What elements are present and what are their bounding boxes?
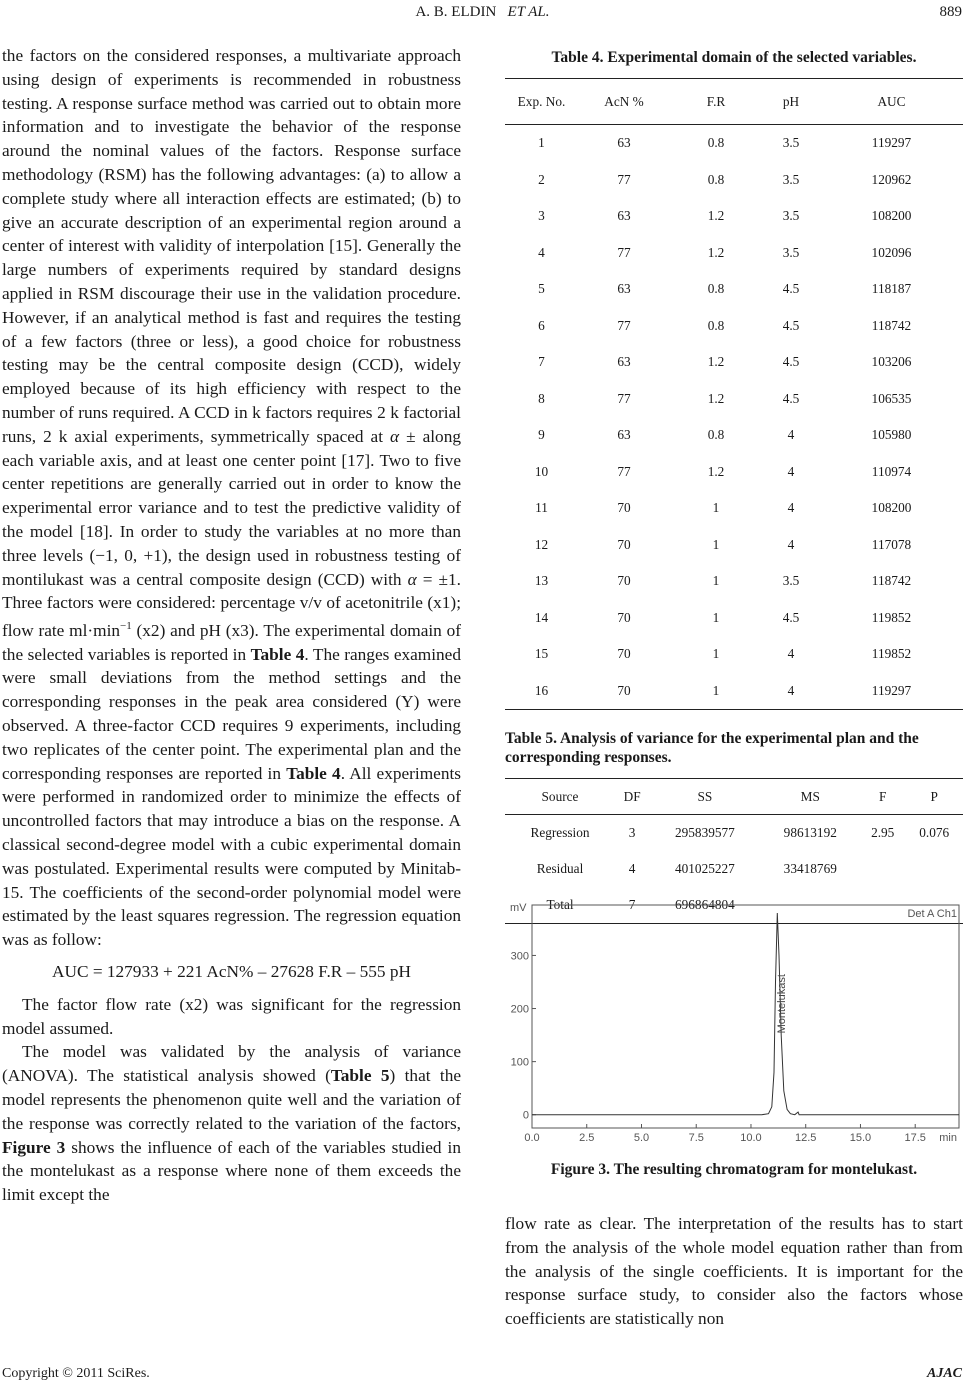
y-tick-label: 100 xyxy=(510,1056,529,1069)
table4-cell: 4.5 xyxy=(782,281,800,297)
peak-label-montelukast: Montelukast xyxy=(776,974,789,1034)
table5-header-cell: P xyxy=(905,779,963,815)
journal-abbrev: AJAC xyxy=(926,1366,962,1381)
table4-cell: 70 xyxy=(617,573,631,589)
table4-cell: 1.2 xyxy=(707,208,725,224)
table4-cell: 4.5 xyxy=(782,390,800,406)
table5-cell: 696864804 xyxy=(649,887,760,924)
table4-cell: 1.2 xyxy=(707,463,725,479)
table4-row xyxy=(505,417,963,454)
table4-cell: 0.8 xyxy=(707,281,725,297)
x-tick-label: 7.5 xyxy=(688,1132,704,1144)
table4-cell: 63 xyxy=(617,427,631,443)
table5-cell: Total xyxy=(505,887,615,924)
table5-cell: Regression xyxy=(530,825,590,840)
table4-cell: 3 xyxy=(538,208,545,224)
table4-cell: 0.8 xyxy=(707,427,725,443)
x-tick-label: 15.0 xyxy=(849,1132,872,1144)
x-tick-label: 10.0 xyxy=(740,1132,762,1144)
table4-cell: 0.8 xyxy=(707,317,725,333)
table5-cell: Residual xyxy=(536,861,584,876)
table4-cell: 70 xyxy=(617,500,631,516)
table4-cell: 63 xyxy=(617,135,631,151)
table5-cell xyxy=(905,851,963,887)
table4-cell: 9 xyxy=(538,427,545,443)
table4-row xyxy=(505,271,963,308)
table5-header-cell: Source xyxy=(505,779,615,815)
table4-ref: Table 4 xyxy=(250,644,305,664)
table4-cell: 11 xyxy=(535,500,548,516)
table4-cell: 77 xyxy=(617,390,631,406)
table4-row xyxy=(505,527,963,564)
paragraph-flow-rate: The factor flow rate (x2) was significant for the regression model assumed. xyxy=(2,994,461,1038)
channel-label: Det A Ch1 xyxy=(907,908,957,920)
table4-cell: 2 xyxy=(538,171,545,187)
table5-cell: 401025227 xyxy=(674,861,735,876)
y-unit-label: mV xyxy=(510,902,527,914)
y-tick-label: 300 xyxy=(510,950,529,963)
table4-cell: 1.2 xyxy=(707,354,725,370)
table4-cell: 106535 xyxy=(871,390,912,406)
table4 xyxy=(505,78,963,710)
table4-cell: 12 xyxy=(534,536,549,552)
x-tick-label: 17.5 xyxy=(904,1132,926,1144)
figure3-chromatogram xyxy=(505,896,963,1144)
table4-header-cell: pH xyxy=(762,79,820,125)
table5-cell: 2.95 xyxy=(871,825,895,840)
x-tick-label: 0.0 xyxy=(524,1132,540,1144)
table4-ref: Table 4 xyxy=(286,763,341,783)
paragraph-rsm: the factors on the considered responses, a multivariate approach using design of experiments is recommended in robustness testing. A response surface method was carried out to obtain more information and to investigate the behavior of the response around the nominal values of the factors. Response surface methodology (RSM) has the following advantages: (a) to allow a complete study where all interaction effects are estimated; (b) to give an accurate description of an experimental region around a center of interest with validity of interpolation [15]. Generally the large numbers of experiments required by standard designs applied in RSM discourage their use in the validation procedure. However, if an analytical method is fast and requires the testing of a few factors (three or less), a good choice for robustness testing may be the central composite design (CCD), widely employed because of its high efficiency with respect to the number of runs required. A CCD in k factors requires 2 k factorial runs, 2 k axial experiments, symmetrically spaced at α ± along each variable axis, and at least one center point [17]. Two to five center repetitions are generally carried out in order to know the experimental error variance and to test the predictive validity of the model [18]. In order to study the variables at no more than three levels (−1, 0, +1), the design used in robustness testing of montilukast was a central composite design (CCD) with α = ±1. Three factors were considered: percentage v/v of acetonitrile (x1); flow rate $ml\cdot\min^{-1}$ (x2) and pH (x3). The experimental domain of the selected variables is reported in Table 4. The ranges examined were small deviations from the method settings and the corresponding responses in the peak area considered (Y) were observed. A three-factor CCD requires 9 experiments, including two replicates of the center point. The experimental plan and the corresponding responses are reported in Table 4. All experiments were performed in randomized order to minimize the effects of uncontrolled factors that may introduce a bias on the response. A classical second-degree model with a cubic experimental domain was postulated. Experimental results were computed by Minitab-15. The coefficients of the second-order polynomial model were estimated by the least squares regression. The regression equation was as follow: xyxy=(2,46,462,950)
table5-cell: 3 xyxy=(628,825,636,840)
table4-cell: 4 xyxy=(787,427,795,443)
table4-row xyxy=(505,308,963,345)
table4-row xyxy=(505,636,963,673)
table5-ref: Table 5 xyxy=(330,1066,390,1086)
table4-cell: 118742 xyxy=(871,317,912,333)
x-unit-label: min xyxy=(939,1132,957,1144)
table4-cell: 77 xyxy=(617,244,631,260)
table4-cell: 3.5 xyxy=(782,135,800,151)
page-header xyxy=(0,4,965,24)
table4-cell: 4 xyxy=(787,500,795,516)
table4-cell: 3.5 xyxy=(782,171,800,187)
table4-header-cell: AcN % xyxy=(578,79,670,125)
table5-header-cell: DF xyxy=(615,779,649,815)
table4-row xyxy=(505,235,963,272)
table4-cell: 4.5 xyxy=(782,609,800,625)
figure3-ref: Figure 3 xyxy=(2,1137,66,1157)
table4-cell: 0.8 xyxy=(707,135,725,151)
table4-cell: 6 xyxy=(538,317,545,333)
table4-cell: 3.5 xyxy=(782,244,800,260)
table4-cell: 108200 xyxy=(871,208,912,224)
table4-cell: 117078 xyxy=(871,536,912,552)
table4-cell: 1 xyxy=(712,573,720,589)
page-number: 889 xyxy=(939,4,962,20)
table5-header-cell: F xyxy=(860,779,906,815)
table4-cell: 105980 xyxy=(871,427,912,443)
table4-cell: 4.5 xyxy=(782,354,800,370)
table4-cell: 108200 xyxy=(871,500,912,516)
table4-cell: 70 xyxy=(617,646,631,662)
table4-cell: 8 xyxy=(538,390,545,406)
table4-cell: 1.2 xyxy=(707,244,725,260)
table4-cell: 15 xyxy=(534,646,549,662)
table4-cell: 1 xyxy=(712,536,720,552)
y-tick-label: 200 xyxy=(510,1003,529,1016)
table4-row xyxy=(505,563,963,600)
x-tick-label: 12.5 xyxy=(795,1132,817,1144)
table4-header-cell: F.R xyxy=(670,79,762,125)
table4-cell: 4 xyxy=(787,463,795,479)
table4-cell: 5 xyxy=(538,281,545,297)
table4-cell: 4 xyxy=(538,244,545,260)
table4-cell: 77 xyxy=(617,171,631,187)
table4-cell: 1 xyxy=(538,135,545,151)
table4-cell: 1 xyxy=(712,646,720,662)
table4-cell: 118742 xyxy=(871,573,912,589)
x-tick-label: 2.5 xyxy=(579,1132,595,1144)
table4-row xyxy=(505,344,963,381)
table5-caption: Table 5. Analysis of variance for the experimental plan and the corresponding responses. xyxy=(505,730,919,766)
table4-cell: 63 xyxy=(617,208,631,224)
table4-caption: Table 4. Experimental domain of the selected variables. xyxy=(551,49,917,66)
table4-cell: 103206 xyxy=(871,354,912,370)
left-column xyxy=(2,44,461,1207)
right-column-text xyxy=(505,1212,963,1331)
table4-header-cell: Exp. No. xyxy=(505,79,578,125)
table4-cell: 70 xyxy=(617,609,631,625)
table4-cell: 4 xyxy=(787,646,795,662)
table4-header-cell: AUC xyxy=(820,79,963,125)
table4-row xyxy=(505,600,963,637)
table5-row xyxy=(505,815,963,852)
table4-row xyxy=(505,162,963,199)
table4-row xyxy=(505,125,963,162)
table4-cell: 4 xyxy=(762,673,820,710)
table5-cell: 98613192 xyxy=(783,825,837,840)
plot-frame xyxy=(532,905,959,1128)
table5-cell: 0.076 xyxy=(919,825,950,840)
table4-cell: 14 xyxy=(534,609,549,625)
table4-cell: 1 xyxy=(712,609,720,625)
table5-cell: 4 xyxy=(628,861,636,876)
paragraph-anova: The model was validated by the analysis of variance (ANOVA). The statistical analysis showed (Table 5) that the model represents the phenomenon quite well and the variation of the response was correctly related to the variation of the factors, Figure 3 shows the influence of each of the variables studied in the montelukast as a response where none of them exceeds the limit except the xyxy=(2,1042,462,1205)
table4-cell: 3.5 xyxy=(782,208,800,224)
table5-row xyxy=(505,851,963,887)
table5-cell: 295839577 xyxy=(674,825,735,840)
table4-row xyxy=(505,490,963,527)
table4-cell: 4.5 xyxy=(782,317,800,333)
table4-cell: 119297 xyxy=(820,673,963,710)
table4-cell: 3.5 xyxy=(782,573,800,589)
table4-cell: 1.2 xyxy=(707,390,725,406)
table4-cell: 118187 xyxy=(871,281,912,297)
table4-cell: 63 xyxy=(617,354,631,370)
table4-row xyxy=(505,454,963,491)
table4-cell: 7 xyxy=(538,354,545,370)
table4-cell: 70 xyxy=(617,536,631,552)
x-tick-label: 5.0 xyxy=(633,1132,650,1144)
table5-cell: 7 xyxy=(615,887,649,924)
copyright: Copyright © 2011 SciRes. xyxy=(2,1366,150,1381)
table5-header-cell: SS xyxy=(649,779,760,815)
chromatogram-svg xyxy=(505,896,963,1144)
table4-cell: 119852 xyxy=(871,646,912,662)
table4-cell: 1 xyxy=(670,673,762,710)
table4-row xyxy=(505,673,963,710)
table4-cell: 10 xyxy=(534,463,549,479)
table4-row xyxy=(505,381,963,418)
table4-row xyxy=(505,198,963,235)
table4-cell: 70 xyxy=(578,673,670,710)
table4-cell: 1 xyxy=(712,500,720,516)
table5-cell: 33418769 xyxy=(783,861,837,876)
chromatogram-trace xyxy=(532,913,959,1115)
paragraph-interpretation: flow rate as clear. The interpretation of the results has to start from the analysis of the whole model equation rather than from the analysis of the single coefficients. It is important for the response surface study, to consider also the factors whose coefficients are statistically non xyxy=(505,1214,963,1329)
table4-cell: 13 xyxy=(534,573,549,589)
table5-header-cell: MS xyxy=(761,779,860,815)
table4-cell: 63 xyxy=(617,281,631,297)
table4-cell: 0.8 xyxy=(707,171,725,187)
right-column-tables xyxy=(505,44,963,924)
running-head: A. B. ELDIN ET AL. xyxy=(415,4,550,20)
y-tick-label: 0 xyxy=(522,1109,529,1122)
table4-cell: 4 xyxy=(787,536,795,552)
table4-cell: 119297 xyxy=(871,135,912,151)
table4-cell: 77 xyxy=(617,463,631,479)
regression-equation: AUC = 127933 + 221 AcN% – 27628 F.R – 555 pH xyxy=(52,962,411,982)
table4-cell: 119852 xyxy=(871,609,912,625)
table4-cell: 77 xyxy=(617,317,631,333)
figure3-caption: Figure 3. The resulting chromatogram for montelukast. xyxy=(550,1161,918,1178)
table5-cell xyxy=(860,851,906,887)
table4-cell: 110974 xyxy=(871,463,912,479)
table4-cell: 120962 xyxy=(871,171,912,187)
table4-cell: 102096 xyxy=(871,244,912,260)
table4-cell: 16 xyxy=(505,673,578,710)
